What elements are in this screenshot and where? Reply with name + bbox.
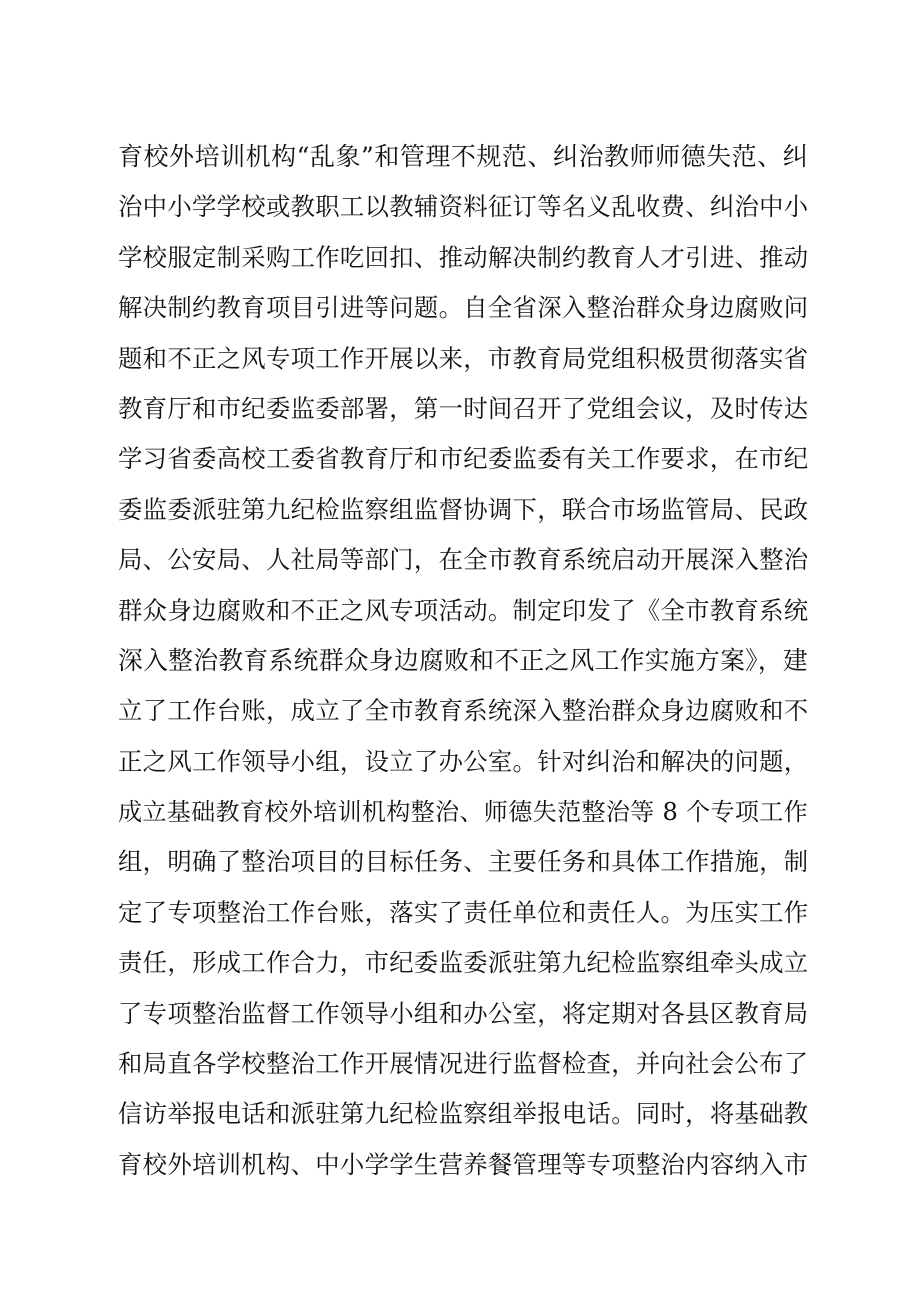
text-line: 教育厅和市纪委监委部署，第一时间召开了党组会议，及时传达 xyxy=(118,393,809,423)
text-line: 正之风工作领导小组，设立了办公室。针对纠治和解决的问题， xyxy=(118,746,809,776)
text-line: 定了专项整治工作台账，落实了责任单位和责任人。为压实工作 xyxy=(118,897,809,927)
text-line: 深入整治教育系统群众身边腐败和不正之风工作实施方案》，建 xyxy=(118,645,808,675)
body-text xyxy=(118,132,808,1190)
text-line: 和局直各学校整治工作开展情况进行监督检查，并向社会公布了 xyxy=(118,1049,809,1079)
text-line: 解决制约教育项目引进等问题。自全省深入整治群众身边腐败问 xyxy=(118,293,809,323)
text-line: 群众身边腐败和不正之风专项活动。制定印发了《全市教育系统 xyxy=(118,595,809,625)
text-line: 治中小学学校或教职工以教辅资料征订等名义乱收费、纠治中小 xyxy=(118,192,809,222)
text-line: 局、公安局、人社局等部门，在全市教育系统启动开展深入整治 xyxy=(118,545,809,575)
text-line: 育校外培训机构“乱象”和管理不规范、纠治教师师德失范、纠 xyxy=(118,142,808,171)
text-line: 了专项整治监督工作领导小组和办公室，将定期对各县区教育局 xyxy=(118,998,809,1028)
text-line: 育校外培训机构、中小学学生营养餐管理等专项整治内容纳入市 xyxy=(118,1149,809,1179)
text-line: 学习省委高校工委省教育厅和市纪委监委有关工作要求，在市纪 xyxy=(118,444,809,474)
text-line: 学校服定制采购工作吃回扣、推动解决制约教育人才引进、推动 xyxy=(118,242,809,272)
text-line: 题和不正之风专项工作开展以来，市教育局党组积极贯彻落实省 xyxy=(118,343,809,373)
text-line: 立了工作台账，成立了全市教育系统深入整治群众身边腐败和不 xyxy=(118,696,809,726)
text-line: 委监委派驻第九纪检监察组监督协调下，联合市场监管局、民政 xyxy=(118,494,809,524)
text-line: 信访举报电话和派驻第九纪检监察组举报电话。同时，将基础教 xyxy=(118,1099,809,1129)
text-line: 成立基础教育校外培训机构整治、师德失范整治等 8 个专项工作 xyxy=(118,798,808,827)
text-line: 组，明确了整治项目的目标任务、主要任务和具体工作措施，制 xyxy=(118,847,809,877)
text-line: 责任，形成工作合力，市纪委监委派驻第九纪检监察组牵头成立 xyxy=(118,948,809,978)
